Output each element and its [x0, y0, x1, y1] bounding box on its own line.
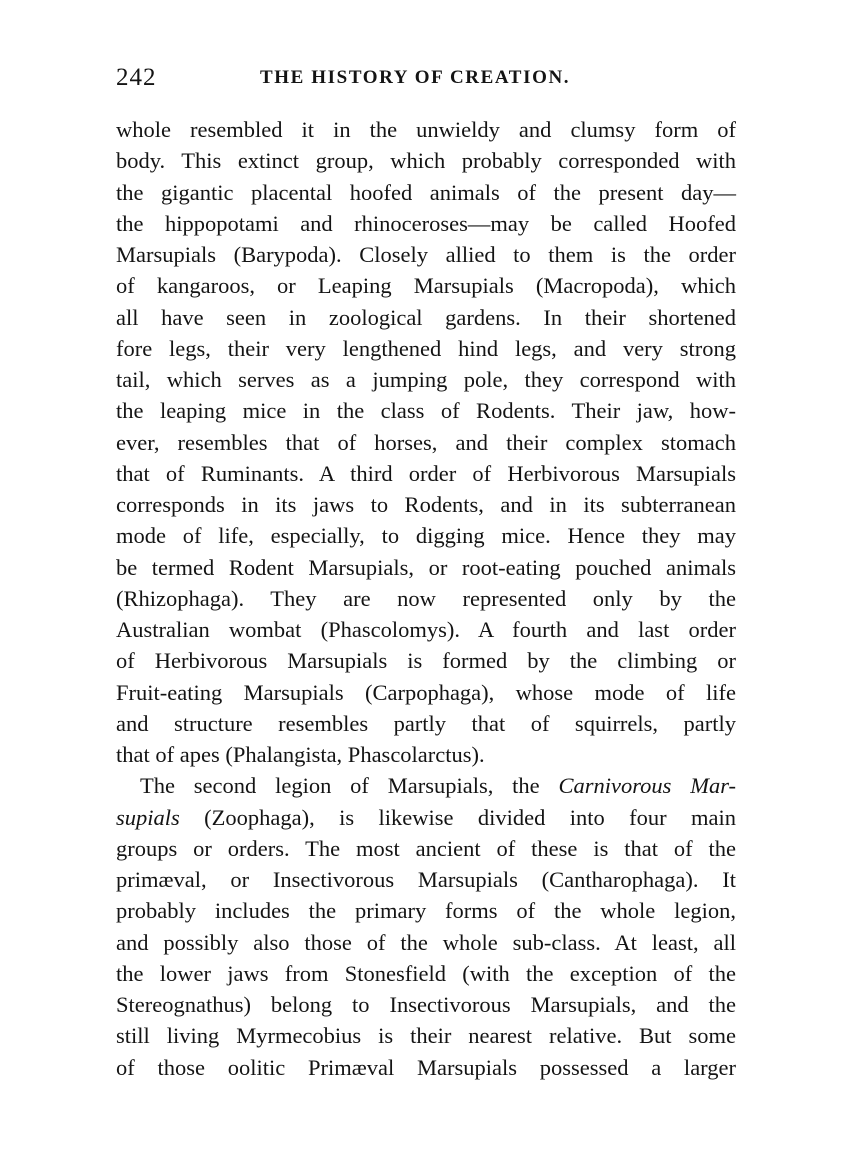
text-line: corresponds in its jaws to Rodents, and in its subterranean: [116, 492, 736, 517]
text-line: body. This extinct group, which probably corresponded with: [116, 148, 736, 174]
text-line: mode of life, especially, to digging mice. Hence they may: [116, 523, 736, 549]
text-line: still living Myrmecobius is their nearest relative. But some: [116, 1023, 736, 1049]
text-line: be termed Rodent Marsupials, or root-eating pouched animals: [116, 554, 736, 580]
text-line: Stereognathus) belong to Insectivorous Marsupials, and the: [116, 992, 736, 1017]
text-line: Fruit-eating Marsupials (Carpophaga), whose mode of life: [116, 679, 736, 705]
text-line: groups or orders. The most ancient of these is that of the: [116, 835, 736, 861]
text-line: tail, which serves as a jumping pole, they correspond with: [116, 367, 736, 392]
text-line: of Herbivorous Marsupials is formed by the climbing or: [116, 648, 736, 674]
running-title: THE HISTORY OF CREATION.: [260, 67, 571, 88]
text-line: and possibly also those of the whole sub-class. At least, all: [116, 929, 736, 955]
text-line: (Rhizophaga). They are now represented only by the: [116, 585, 736, 611]
text-line: and structure resembles partly that of squirrels, partly: [116, 710, 736, 736]
text-line: that of Ruminants. A third order of Herbivorous Marsupials: [116, 460, 736, 486]
text-line: of kangaroos, or Leaping Marsupials (Macropoda), which: [116, 273, 736, 299]
text-line: the lower jaws from Stonesfield (with the exception of the: [116, 960, 736, 986]
text-line: ever, resembles that of horses, and their complex stomach: [116, 429, 736, 455]
text-line: the leaping mice in the class of Rodents. Their jaw, how-: [116, 398, 736, 424]
line-roman-part: The second legion of Marsupials, the: [140, 773, 559, 799]
text-line: primæval, or Insectivorous Marsupials (Cantharophaga). It: [116, 867, 736, 892]
line-italic-part: Carnivorous Mar-: [558, 773, 736, 799]
body-text: [116, 114, 736, 1083]
text-line: whole resembled it in the unwieldy and clumsy form of: [116, 117, 736, 142]
line-italic-part: supials: [116, 804, 180, 830]
page-number: 242: [116, 64, 157, 91]
text-line: fore legs, their very lengthened hind legs, and very strong: [116, 335, 736, 361]
text-line: all have seen in zoological gardens. In their shortened: [116, 304, 736, 330]
text-line: [116, 802, 736, 833]
text-line: the hippopotami and rhinoceroses—may be called Hoofed: [116, 210, 736, 236]
text-line: Marsupials (Barypoda). Closely allied to them is the order: [116, 242, 736, 267]
text-line: of those oolitic Primæval Marsupials possessed a larger: [116, 1054, 736, 1080]
text-line: probably includes the primary forms of the whole legion,: [116, 898, 736, 924]
text-line: that of apes (Phalangista, Phascolarctus).: [116, 742, 485, 767]
text-line: Australian wombat (Phascolomys). A fourth and last order: [116, 617, 736, 642]
text-line: the gigantic placental hoofed animals of the present day—: [116, 179, 736, 205]
running-head: [116, 64, 736, 98]
line-roman-part: (Zoophaga), is likewise divided into four main: [179, 804, 736, 830]
text-line: [116, 770, 736, 801]
